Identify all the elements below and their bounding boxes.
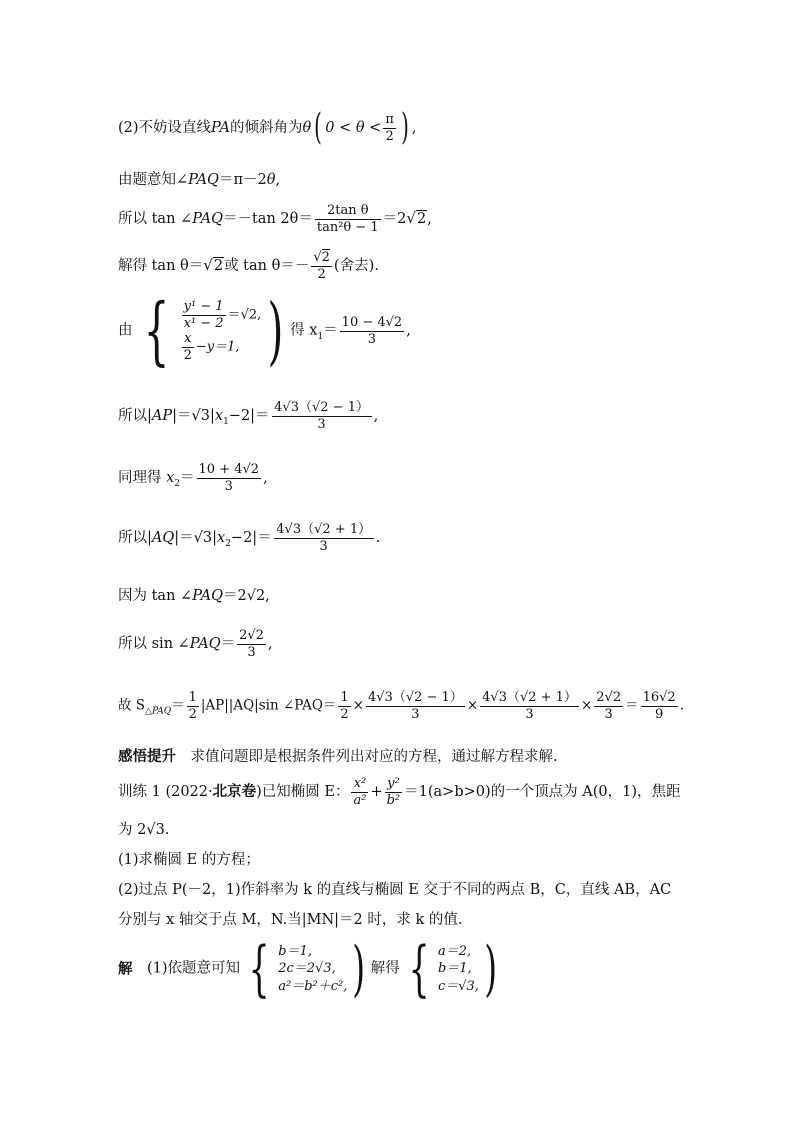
text-line-16: (2)过点 P(－2，1)作斜率为 k 的直线与椭圆 E 交于不同的两点 B，C，直线 AB，AC <box>118 882 672 898</box>
fraction: $\frac{√2}{2}$ <box>313 250 330 282</box>
text-line-18: 解 (1)依题意可知 { b＝1, 2c＝2√3, a²＝b²＋c², ) 解得 { a＝2, b＝1, c＝√3, ) <box>118 934 498 1004</box>
brace-right: ) <box>484 934 498 1004</box>
brace-left: { <box>143 288 169 374</box>
text-line-11: 故 $S_{\triangle PAQ}=$ $\frac{1}{2}$ |AP||AQ|sin ∠PAQ＝ $\frac{1}{2}$ × $\frac{4√3(√2 - 1)}{3}$ × $\frac{4√3(√2 + 1)}{3}$ × $\frac{2√2}{3}$ ＝ $\frac{16√2}{9}$ . <box>118 690 684 722</box>
text-line-1: (2)不妨设直线PA的倾斜角为θ( 0 < θ < $\frac{\pi}{2}$ ) , <box>118 107 417 148</box>
text-line-4: 解得 tan θ＝√2或 tan θ＝－ $\frac{√2}{2}$ (舍去). <box>118 250 379 282</box>
paren-left: ( <box>314 107 323 148</box>
equation-system: a＝2, b＝1, c＝√3, <box>437 943 479 994</box>
math-expr: 0 < θ < <box>325 120 382 137</box>
text-line-3: 所以 tan ∠PAQ＝－tan 2θ＝ $\frac{\text{2tan θ}}{\text{tan²θ − 1}}$ ＝2√2, <box>118 203 432 235</box>
text-line-15: (1)求椭圆 E 的方程； <box>118 852 260 868</box>
text-line-6: 所以$|AP|=√3|x_1-2|=$ $\frac{4√3(√2 - 1)}{3}$ , <box>118 400 379 432</box>
text: (2)不妨设直线 <box>118 120 212 137</box>
text-line-12: 感悟提升 求值问题即是根据条件列出对应的方程，通过解方程求解. <box>118 748 558 765</box>
text-line-8: 所以$|AQ|=√3|x_2-2|=$ $\frac{4√3(√2 + 1)}{3}$ . <box>118 522 381 554</box>
sqrt: √2 <box>406 209 427 228</box>
math-var: PA <box>211 120 230 137</box>
sqrt: √2 <box>203 256 224 275</box>
section-label: 感悟提升 <box>118 748 176 765</box>
brace-right: ) <box>267 288 284 374</box>
brace-right: ) <box>352 934 366 1004</box>
text-line-14: 为 2√3. <box>118 822 170 838</box>
text-line-2: 由题意知∠PAQ＝π－2θ, <box>118 172 281 188</box>
text-line-17: 分别与 x 轴交于点 M，N.当|MN|＝2 时，求 k 的值. <box>118 912 463 928</box>
equation-system: b＝1, 2c＝2√3, a²＝b²＋c², <box>278 943 348 994</box>
text-line-9: 因为 tan ∠PAQ＝2√2, <box>118 588 270 604</box>
paren-right: ) <box>401 107 409 148</box>
text-line-10: 所以 sin ∠PAQ＝ $\frac{2√2}{3}$ , <box>118 628 273 660</box>
text-line-7: 同理得 $x_2=$ $\frac{10 + 4√2}{3}$ , <box>118 462 268 494</box>
brace-left: { <box>408 934 430 1004</box>
text-line-13: 训练 1 (2022·北京卷)已知椭圆 E： $\frac{\text{x²}}{\text{a²}}$ + $\frac{\text{y²}}{\text{b²}}$ ＝1(a>b>0)的一个顶点为 A(0，1)，焦距 <box>118 776 681 808</box>
equation-system: $\frac{\text{y¹ − 1}}{\text{x¹ − 2}}$ ＝√2, $\frac{x}{2}$ −y＝1, <box>183 299 262 363</box>
fraction: $\frac{\text{2tan θ}}{\text{tan²θ − 1}}$ <box>316 203 379 235</box>
math-var: θ <box>302 120 312 137</box>
text: 的倾斜角为 <box>229 120 303 137</box>
fraction: $\frac{\pi}{2}$ <box>385 112 394 144</box>
text-line-5: 由 { $\frac{\text{y¹ − 1}}{\text{x¹ − 2}}$ ＝√2, $\frac{x}{2}$ −y＝1, ) 得 $x_1=$ $\frac{10 - 4√2}{3}$ , <box>118 288 411 374</box>
brace-left: { <box>248 934 270 1004</box>
